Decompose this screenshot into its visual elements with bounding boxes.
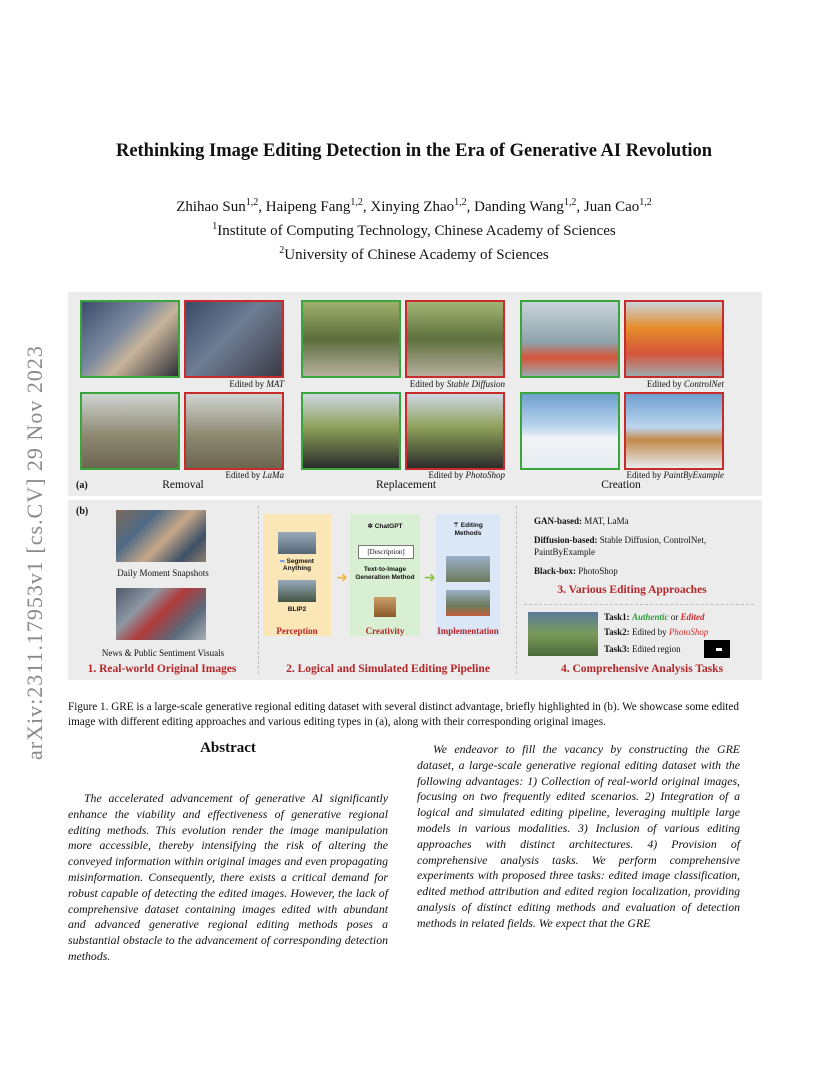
edited-image-stable-diffusion	[405, 300, 505, 378]
diffusion-value: Stable Diffusion, ControlNet, PaintByExample	[534, 535, 707, 557]
edited-by-caption	[184, 379, 284, 389]
analysis-sample-image	[528, 612, 598, 656]
task2-prefix: Edited by	[631, 627, 667, 637]
section-divider	[516, 506, 517, 674]
chatgpt-icon: ✲	[367, 523, 373, 530]
gan-based-line	[534, 516, 754, 526]
task1-or: or	[670, 612, 679, 622]
perception-image-1	[278, 532, 316, 554]
news-visuals-label: News & Public Sentiment Visuals	[101, 648, 225, 658]
edited-by-caption	[624, 379, 724, 389]
method-name: PaintByExample	[663, 470, 724, 480]
affiliation-sup: 1,2	[454, 197, 467, 208]
gan-value: MAT, LaMa	[584, 516, 629, 526]
intro-right-column: We endeavor to fill the vacancy by constructing the GRE dataset, a large-scale generative regional editing dataset with the following advantages: 1) Collection of real-world original images, focusing on two frequently edited scenarios. 2) Integration of a logical and simulated editing pipeline, leveraging multiple large models in various modalities. 3) Inclusion of various editing approaches with distinct architectures. 4) Provision of comprehensive analysis tasks. We perform comprehensive experiments with proposed three tasks: edited image classification, edited method attribution and edited region localization, providing analysis of distinct editing methods and evaluation of detection methods in related fields. We expect that the GRE	[417, 742, 740, 930]
task1-label: Task1:	[604, 612, 630, 622]
creativity-label: Creativity	[365, 626, 405, 636]
original-image-replacement-2	[301, 392, 401, 470]
diffusion-label: Diffusion-based:	[534, 535, 598, 545]
figure-panel-a	[68, 292, 762, 496]
meta-logo-icon: ∞	[280, 558, 285, 565]
edited-by-text: Edited by	[626, 470, 662, 480]
daily-snapshots-collage	[116, 510, 206, 562]
task1-edited: Edited	[680, 612, 705, 622]
t2i-label: Text-to-Image Generation Method	[355, 566, 415, 581]
method-name: PhotoShop	[465, 470, 505, 480]
task1-line	[604, 612, 754, 622]
heading-analysis-tasks: 4. Comprehensive Analysis Tasks	[560, 663, 724, 675]
affiliation-sup: 1,2	[639, 197, 652, 208]
task1-authentic: Authentic	[631, 612, 669, 622]
edited-image-paintbyexample	[624, 392, 724, 470]
black-box-line	[534, 566, 754, 576]
affiliation-number: 2	[279, 245, 285, 256]
original-image-removal-1	[80, 300, 180, 378]
creativity-image	[374, 597, 396, 617]
task3-value: Edited region	[631, 644, 681, 654]
affiliation-sup: 1,2	[563, 197, 577, 208]
black-box-label: Black-box:	[534, 566, 577, 576]
method-name: Stable Diffusion	[446, 379, 505, 389]
task2-label: Task2:	[604, 627, 630, 637]
region-mask	[704, 640, 730, 658]
author-block	[40, 193, 788, 265]
arrow-right-icon: ➜	[424, 571, 436, 586]
author-name: Juan Cao	[583, 199, 640, 215]
edited-by-text: Edited by	[229, 379, 265, 389]
edited-by-caption	[405, 379, 505, 389]
category-removal: Removal	[162, 479, 204, 491]
news-visuals-collage	[116, 588, 206, 640]
affiliation-number: 1	[212, 221, 218, 232]
magic-wand-icon: ⚚	[453, 522, 459, 529]
segment-anything-text: Segment Anything	[282, 558, 314, 572]
original-image-removal-2	[80, 392, 180, 470]
task3-line	[604, 644, 754, 654]
chatgpt-label	[352, 522, 418, 530]
method-name: LaMa	[262, 470, 284, 480]
edited-by-text: Edited by	[646, 379, 682, 389]
heading-editing-approaches: 3. Various Editing Approaches	[557, 584, 707, 596]
category-creation: Creation	[601, 479, 641, 491]
edited-by-text: Edited by	[225, 470, 261, 480]
affiliation-sup: 1,2	[245, 197, 259, 208]
editing-methods-text: Editing Methods	[454, 522, 483, 537]
affiliation-text: University of Chinese Academy of Sciences	[284, 247, 549, 263]
implementation-image-1	[446, 556, 490, 582]
abstract-heading: Abstract	[200, 740, 256, 756]
arxiv-stamp: arXiv:2311.17953v1 [cs.CV] 29 Nov 2023	[22, 345, 47, 760]
implementation-label: Implementation	[437, 626, 499, 636]
perception-image-2	[278, 580, 316, 602]
author-name: Zhihao Sun	[176, 199, 246, 215]
perception-label: Perception	[276, 626, 318, 636]
implementation-image-2	[446, 590, 490, 616]
black-box-value: PhotoShop	[578, 566, 618, 576]
affiliation-text: Institute of Computing Technology, Chinese Academy of Sciences	[217, 223, 616, 239]
task2-line	[604, 627, 754, 637]
affiliation-1	[40, 217, 788, 241]
affiliation-sup: 1,2	[350, 197, 363, 208]
chatgpt-text: ChatGPT	[374, 523, 403, 530]
method-name: MAT	[266, 379, 284, 389]
segment-anything-label	[268, 558, 326, 572]
task3-label: Task3:	[604, 644, 630, 654]
category-replacement: Replacement	[375, 479, 437, 491]
affiliation-2	[40, 241, 788, 265]
edited-image-photoshop	[405, 392, 505, 470]
edited-image-mat	[184, 300, 284, 378]
task2-value: PhotoShop	[668, 627, 709, 637]
description-box: [Description]	[358, 545, 414, 559]
gan-label: GAN-based:	[534, 516, 583, 526]
method-name: ControlNet	[683, 379, 724, 389]
panel-label-a: (a)	[76, 480, 88, 491]
edited-image-lama	[184, 392, 284, 470]
arrow-right-icon: ➜	[336, 571, 348, 586]
diffusion-based-line	[534, 534, 754, 558]
section-divider	[258, 506, 259, 674]
blip2-label: BLIP2	[287, 606, 307, 613]
section-divider	[524, 604, 754, 605]
edited-by-text: Edited by	[428, 470, 464, 480]
heading-editing-pipeline: 2. Logical and Simulated Editing Pipeline	[286, 663, 490, 675]
daily-snapshots-label: Daily Moment Snapshots	[117, 568, 209, 578]
edited-image-controlnet	[624, 300, 724, 378]
author-list: Zhihao Sun$^{1,2}$, Haipeng Fang$^{1,2}$, Xinying Zhao$^{1,2}$, Danding Wang$^{1,2}$, Juan Cao$^{1,2}$	[176, 197, 652, 215]
edited-by-text: Edited by	[409, 379, 445, 389]
editing-methods-label	[440, 522, 496, 538]
author-name: Danding Wang	[474, 199, 564, 215]
original-image-creation-1	[520, 300, 620, 378]
author-name: Xinying Zhao	[370, 199, 455, 215]
heading-real-world-images: 1. Real-world Original Images	[87, 663, 237, 675]
original-image-replacement-1	[301, 300, 401, 378]
original-image-creation-2	[520, 392, 620, 470]
paper-title: Rethinking Image Editing Detection in the Era of Generative AI Revolution	[115, 141, 713, 161]
panel-label-b: (b)	[76, 506, 89, 517]
figure-caption: Figure 1. GRE is a large-scale generative regional editing dataset with several distinct advantage, briefly highlighted in (b). We showcase some edited image with different editing approaches and various editing types in (a), along with their corresponding original images.	[68, 701, 739, 728]
abstract-body: The accelerated advancement of generative AI significantly enhance the viability and effectiveness of generative regional editing methods. This evolution render the image manipulation more accessible, thereby intensifying the risk of altering the conveyed information within original images and even propagating misinformation. Consequently, there exists a critical demand for robust capable of detecting the edited images. However, the lack of comprehensive dataset containing images edited with abundant and advanced generative regional editing methods poses a substantial obstacle to the advancement of corresponding detection methods.	[68, 791, 388, 963]
figure-panel-b	[68, 500, 762, 680]
author-name: Haipeng Fang	[265, 199, 351, 215]
figure-1	[68, 292, 762, 680]
